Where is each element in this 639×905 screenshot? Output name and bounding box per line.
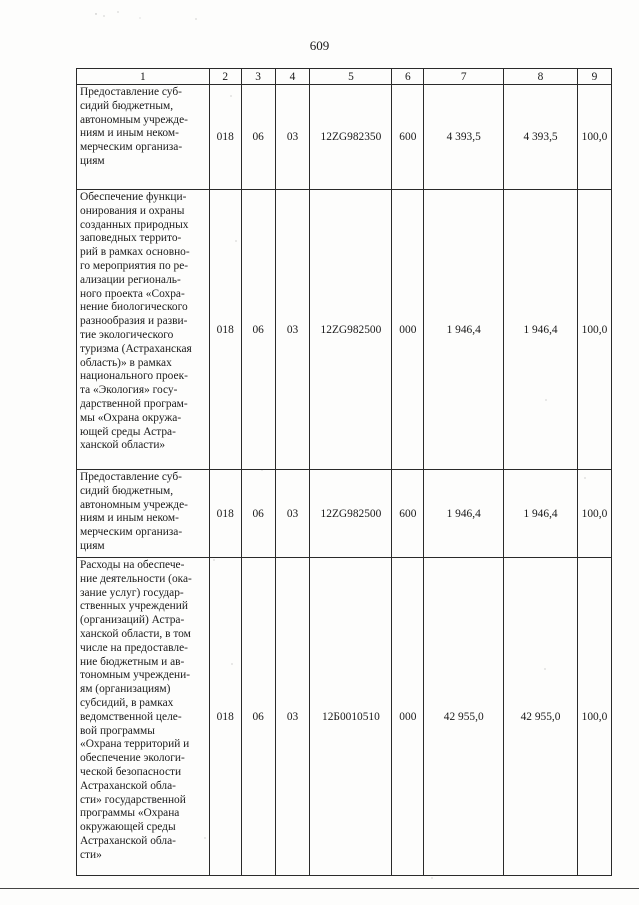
cell-c6: 600 (392, 85, 424, 190)
cell-c8: 1 946,4 (504, 190, 578, 470)
cell-c3: 06 (241, 470, 275, 558)
header-cell: 1 (77, 69, 210, 85)
cell-c2: 018 (209, 558, 241, 876)
budget-table (76, 68, 612, 876)
row-description: Обеспечение функци- онирования и охраны созданных природных заповедных террито- рий в рамках основно- го мероприятия по ре- ализации региональ- ного проекта «Сохра- нение биологического разнообразия и разви- тие экологического туризма (Астраханская область)» в рамках национального проек- та «Экология» госу- дарственной програм- мы «Охрана окружа- ющей среды Астра- ханской области» (77, 190, 210, 470)
cell-c6: 000 (392, 558, 424, 876)
row-description: Предоставление суб- сидий бюджетным, автономным учрежде- ниям и иным неком- мерческим организа- циям (77, 470, 210, 558)
cell-c8: 1 946,4 (504, 470, 578, 558)
cell-c5: 12Б0010510 (310, 558, 392, 876)
cell-c5: 12ZG982500 (310, 470, 392, 558)
cell-c6: 000 (392, 190, 424, 470)
cell-c3: 06 (241, 85, 275, 190)
cell-c7: 42 955,0 (424, 558, 504, 876)
cell-c2: 018 (209, 470, 241, 558)
cell-c9: 100,0 (577, 470, 611, 558)
table-row (77, 470, 612, 558)
header-cell: 4 (275, 69, 310, 85)
header-cell: 7 (424, 69, 504, 85)
cell-c4: 03 (275, 470, 310, 558)
cell-c3: 06 (241, 190, 275, 470)
table-row (77, 85, 612, 190)
cell-c9: 100,0 (577, 85, 611, 190)
header-cell: 2 (209, 69, 241, 85)
table-row (77, 190, 612, 470)
row-description: Предоставление суб- сидий бюджетным, автономным учрежде- ниям и иным неком- мерческим организа- циям (77, 85, 210, 190)
cell-c5: 12ZG982350 (310, 85, 392, 190)
cell-c4: 03 (275, 190, 310, 470)
cell-c7: 4 393,5 (424, 85, 504, 190)
cell-c8: 4 393,5 (504, 85, 578, 190)
cell-c7: 1 946,4 (424, 470, 504, 558)
table-header-row (77, 69, 612, 85)
cell-c4: 03 (275, 85, 310, 190)
page-number: 609 (309, 38, 330, 53)
cell-c2: 018 (209, 85, 241, 190)
cell-c5: 12ZG982500 (310, 190, 392, 470)
cell-c7: 1 946,4 (424, 190, 504, 470)
cell-c8: 42 955,0 (504, 558, 578, 876)
cell-c3: 06 (241, 558, 275, 876)
cell-c9: 100,0 (577, 190, 611, 470)
table-row (77, 558, 612, 876)
header-cell: 9 (577, 69, 611, 85)
header-cell: 3 (241, 69, 275, 85)
page-bottom-rule (0, 888, 639, 889)
header-cell: 8 (504, 69, 578, 85)
row-description: Расходы на обеспече- ние деятельности (ока- зание услуг) государ- ственных учреждений (организаций) Астра- ханской области, в том числе на предоставле- ние бюджетным и ав- тономным учреждени- ям (организациям) субсидий, в рамках ведомственной целе- вой программы «Охрана территорий и обеспечение экологи- ческой безопасности Астраханской обла- сти» государственной программы «Охрана окружающей среды Астраханской обла- сти» (77, 558, 210, 876)
cell-c6: 600 (392, 470, 424, 558)
cell-c2: 018 (209, 190, 241, 470)
cell-c4: 03 (275, 558, 310, 876)
header-cell: 5 (310, 69, 392, 85)
header-cell: 6 (392, 69, 424, 85)
cell-c9: 100,0 (577, 558, 611, 876)
